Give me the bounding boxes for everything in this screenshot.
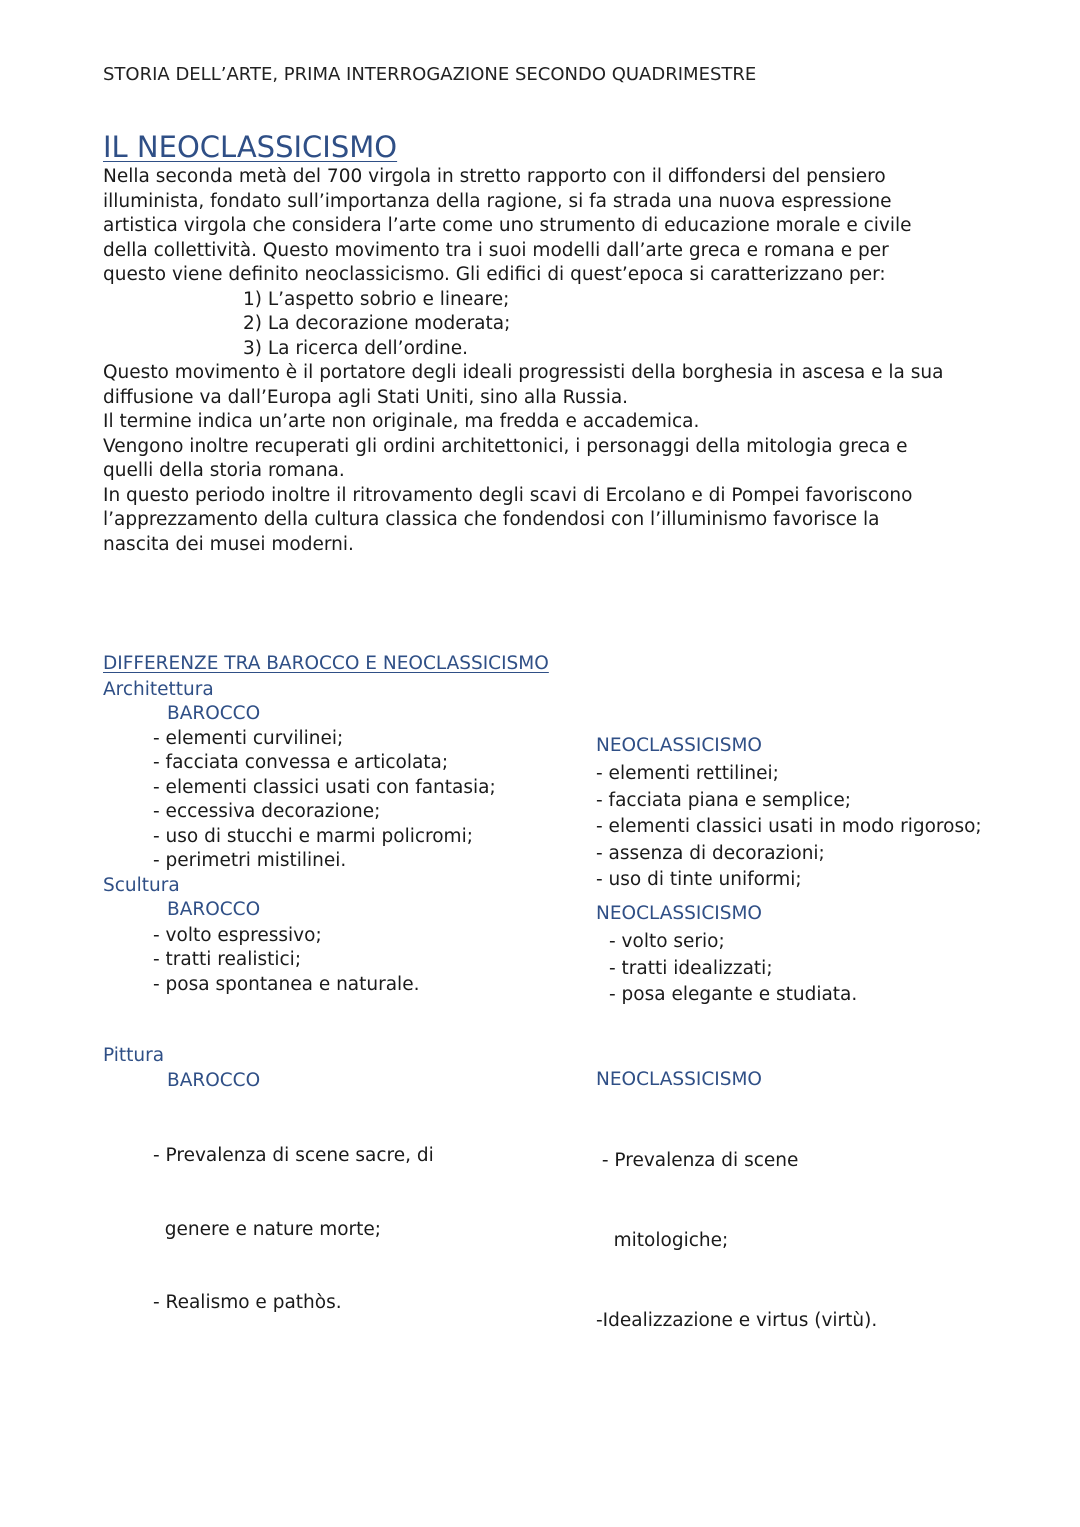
neo-architettura-list	[596, 761, 982, 894]
list-item: 1) L’aspetto sobrio e lineare;	[243, 288, 510, 310]
text-line: quelli della storia romana.	[103, 460, 345, 481]
list-item: - assenza di decorazioni;	[596, 842, 825, 864]
neoclassicismo-heading: NEOCLASSICISMO	[596, 903, 762, 924]
list-item: - uso di stucchi e marmi policromi;	[153, 825, 473, 847]
barocco-heading: BAROCCO	[167, 899, 261, 920]
list-item: - Prevalenza di scene	[596, 1150, 799, 1172]
intro-paragraph	[103, 165, 943, 557]
list-item: - elementi classici usati in modo rigoroso;	[596, 816, 982, 838]
list-item: - elementi curvilinei;	[153, 728, 344, 749]
list-item: -Idealizzazione e virtus (virtù).	[596, 1309, 878, 1331]
list-item: - perimetri mistilinei.	[153, 850, 347, 872]
list-item: - elementi classici usati con fantasia;	[153, 776, 496, 798]
text-line: della collettività. Questo movimento tra i suoi modelli dall’arte greca e romana e per	[103, 239, 889, 261]
text-line: nascita dei musei moderni.	[103, 533, 354, 555]
neo-pittura-list	[596, 1095, 877, 1361]
list-item: - volto espressivo;	[153, 925, 322, 946]
section-label-pittura: Pittura	[103, 1045, 165, 1066]
list-item: - posa spontanea e naturale.	[153, 973, 420, 995]
section-label-architettura: Architettura	[103, 679, 214, 700]
list-item: 3) La ricerca dell’ordine.	[243, 337, 469, 359]
list-item: - facciata piana e semplice;	[596, 789, 851, 811]
text-line: Vengono inoltre recuperati gli ordini architettonici, i personaggi della mitologia greca e	[103, 435, 908, 457]
list-item: - eccessiva decorazione;	[153, 801, 381, 823]
barocco-architettura-list	[153, 727, 496, 873]
document-header: STORIA DELL’ARTE, PRIMA INTERROGAZIONE SECONDO QUADRIMESTRE	[103, 64, 757, 85]
list-item: - tratti idealizzati;	[609, 957, 773, 979]
text-line: Questo movimento è il portatore degli ideali progressisti della borghesia in ascesa e la sua	[103, 362, 944, 383]
text-line: In questo periodo inoltre il ritrovamento degli scavi di Ercolano e di Pompei favoriscono	[103, 484, 913, 506]
neo-scultura-list	[609, 929, 857, 1009]
list-item: - Prevalenza di scene sacre, di	[153, 1145, 434, 1166]
page-title: IL NEOCLASSICISMO	[103, 130, 398, 164]
list-item: - Realismo e pathòs.	[153, 1292, 342, 1313]
list-item: - elementi rettilinei;	[596, 763, 779, 784]
list-item: - volto serio;	[609, 931, 725, 952]
text-line: diffusione va dall’Europa agli Stati Uniti, sino alla Russia.	[103, 386, 629, 408]
list-item: - uso di tinte uniformi;	[596, 869, 802, 891]
barocco-scultura-list	[153, 924, 419, 997]
text-line: Nella seconda metà del 700 virgola in stretto rapporto con il diffondersi del pensiero	[103, 166, 886, 187]
barocco-heading: BAROCCO	[167, 1070, 261, 1091]
list-item: - tratti realistici;	[153, 949, 302, 971]
section-label-scultura: Scultura	[103, 875, 180, 896]
list-item: 2) La decorazione moderata;	[243, 313, 511, 334]
neoclassicismo-heading: NEOCLASSICISMO	[596, 735, 762, 756]
features-list	[103, 288, 943, 362]
list-item: - posa elegante e studiata.	[609, 984, 858, 1006]
text-line: Il termine indica un’arte non originale, ma fredda e accademica.	[103, 411, 700, 432]
list-item: - facciata convessa e articolata;	[153, 752, 449, 774]
barocco-heading: BAROCCO	[167, 703, 261, 724]
text-line: artistica virgola che considera l’arte come uno strumento di educazione morale e civile	[103, 215, 912, 236]
text-line: questo viene definito neoclassicismo. Gli edifici di quest’epoca si caratterizzano per:	[103, 264, 886, 285]
barocco-pittura-list	[153, 1095, 434, 1340]
text-line: l’apprezzamento della cultura classica che fondendosi con l’illuminismo favorisce la	[103, 509, 880, 530]
list-item: genere e nature morte;	[153, 1218, 382, 1240]
text-line: illuminista, fondato sull’importanza della ragione, si fa strada una nuova espressione	[103, 190, 892, 212]
neoclassicismo-heading: NEOCLASSICISMO	[596, 1069, 762, 1090]
differences-heading: DIFFERENZE TRA BAROCCO E NEOCLASSICISMO	[103, 653, 549, 674]
list-item: mitologiche;	[596, 1229, 729, 1251]
